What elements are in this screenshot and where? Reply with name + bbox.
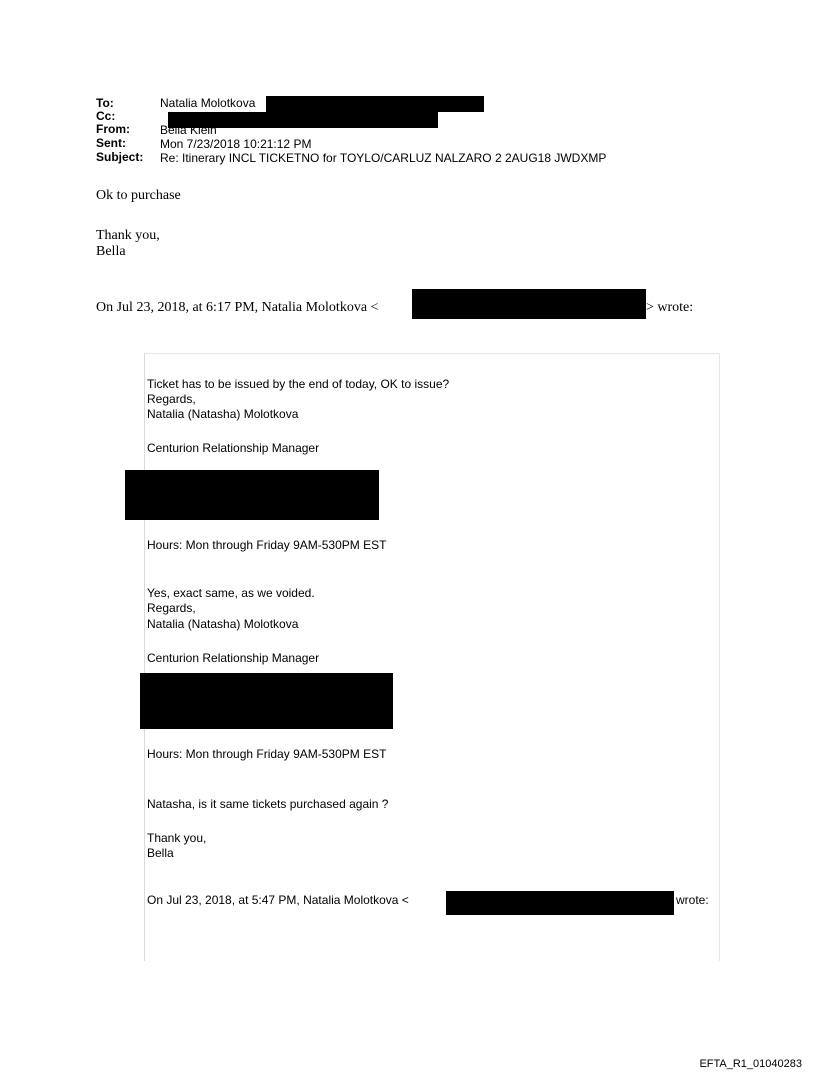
quoted-hours: Hours: Mon through Friday 9AM-530PM EST: [147, 747, 387, 761]
redaction-block: [125, 470, 379, 520]
cc-label: Cc:: [96, 109, 116, 123]
to-label: To:: [96, 96, 114, 110]
redaction-block: [266, 96, 484, 112]
quoted-regards: Regards,: [147, 601, 196, 615]
reply-line: Ok to purchase: [96, 188, 181, 203]
redaction-block: [140, 673, 393, 729]
quoted-regards: Regards,: [147, 392, 196, 406]
quoted-intro-prefix: On Jul 23, 2018, at 5:47 PM, Natalia Molotkova <: [147, 893, 409, 907]
quote-intro-suffix: > wrote:: [646, 300, 694, 315]
from-value: Bella Klein: [160, 123, 217, 137]
subject-value: Re: Itinerary INCL TICKETNO for TOYLO/CARLUZ NALZARO 2 2AUG18 JWDXMP: [160, 151, 607, 165]
from-label: From:: [96, 122, 130, 136]
reply-signature: Bella: [96, 244, 126, 259]
quoted-signature: Bella: [147, 846, 174, 860]
subject-label: Subject:: [96, 150, 144, 164]
reply-thanks: Thank you,: [96, 228, 160, 243]
quoted-line: Natasha, is it same tickets purchased again ?: [147, 797, 389, 811]
quoted-hours: Hours: Mon through Friday 9AM-530PM EST: [147, 538, 387, 552]
quoted-thanks: Thank you,: [147, 831, 207, 845]
quoted-line: Ticket has to be issued by the end of today, OK to issue?: [147, 377, 450, 391]
quoted-sender-name: Natalia (Natasha) Molotkova: [147, 617, 299, 631]
quoted-intro-suffix: wrote:: [676, 893, 709, 907]
quote-intro-prefix: On Jul 23, 2018, at 6:17 PM, Natalia Molotkova <: [96, 300, 379, 315]
sent-value: Mon 7/23/2018 10:21:12 PM: [160, 137, 312, 151]
quoted-sender-title: Centurion Relationship Manager: [147, 651, 320, 665]
sent-label: Sent:: [96, 136, 126, 150]
document-id: EFTA_R1_01040283: [699, 1058, 802, 1070]
quoted-line: Yes, exact same, as we voided.: [147, 586, 315, 600]
redaction-block: [446, 891, 674, 915]
quoted-sender-name: Natalia (Natasha) Molotkova: [147, 407, 299, 421]
to-value: Natalia Molotkova: [160, 96, 256, 110]
redaction-block: [412, 289, 646, 319]
quoted-sender-title: Centurion Relationship Manager: [147, 441, 320, 455]
